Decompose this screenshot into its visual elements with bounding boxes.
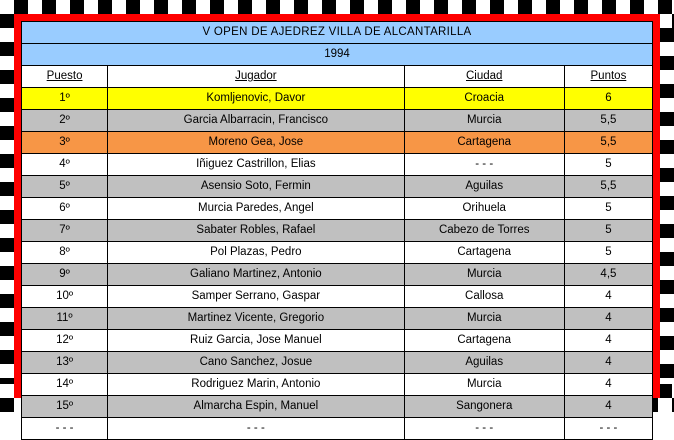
cell-jugador: - - -	[108, 418, 404, 440]
cell-ciudad: Murcia	[404, 374, 564, 396]
table-row	[22, 88, 653, 110]
cell-puntos: 5,5	[564, 110, 652, 132]
cell-ciudad: Callosa	[404, 286, 564, 308]
cell-jugador: Martinez Vicente, Gregorio	[108, 308, 404, 330]
cell-puntos: 5	[564, 154, 652, 176]
cell-puesto: 12º	[22, 330, 108, 352]
cell-jugador: Sabater Robles, Rafael	[108, 220, 404, 242]
table-body	[22, 88, 653, 440]
cell-puntos: - - -	[564, 418, 652, 440]
results-panel	[21, 21, 653, 434]
cell-puesto: 8º	[22, 242, 108, 264]
cell-puesto: 14º	[22, 374, 108, 396]
cell-puesto: 11º	[22, 308, 108, 330]
cell-puntos: 4	[564, 374, 652, 396]
cell-puntos: 5,5	[564, 176, 652, 198]
cell-puntos: 5	[564, 220, 652, 242]
cell-jugador: Pol Plazas, Pedro	[108, 242, 404, 264]
cell-puesto: 9º	[22, 264, 108, 286]
tournament-year: 1994	[22, 44, 653, 66]
table-row	[22, 132, 653, 154]
table-row	[22, 330, 653, 352]
cell-puntos: 4	[564, 330, 652, 352]
cell-puntos: 4	[564, 352, 652, 374]
cell-puesto: 2º	[22, 110, 108, 132]
cell-ciudad: Sangonera	[404, 396, 564, 418]
cell-puesto: 13º	[22, 352, 108, 374]
cell-puntos: 4	[564, 286, 652, 308]
cell-ciudad: Croacia	[404, 88, 564, 110]
table-row	[22, 264, 653, 286]
cell-puntos: 4,5	[564, 264, 652, 286]
red-band-left	[14, 14, 21, 398]
cell-ciudad: Cabezo de Torres	[404, 220, 564, 242]
cell-puesto: 1º	[22, 88, 108, 110]
cell-jugador: Moreno Gea, Jose	[108, 132, 404, 154]
cell-ciudad: - - -	[404, 154, 564, 176]
cell-jugador: Samper Serrano, Gaspar	[108, 286, 404, 308]
table-row	[22, 308, 653, 330]
cell-jugador: Garcia Albarracin, Francisco	[108, 110, 404, 132]
cell-jugador: Iñiguez Castrillon, Elias	[108, 154, 404, 176]
cell-puesto: 6º	[22, 198, 108, 220]
cell-jugador: Galiano Martinez, Antonio	[108, 264, 404, 286]
column-header-puntos: Puntos	[564, 66, 652, 88]
cell-jugador: Murcia Paredes, Angel	[108, 198, 404, 220]
cell-puntos: 4	[564, 396, 652, 418]
cell-jugador: Almarcha Espin, Manuel	[108, 396, 404, 418]
table-year-row	[22, 44, 653, 66]
column-header-ciudad: Ciudad	[404, 66, 564, 88]
cell-puntos: 5	[564, 242, 652, 264]
cell-ciudad: Orihuela	[404, 198, 564, 220]
table-row	[22, 154, 653, 176]
table-row	[22, 110, 653, 132]
tournament-results-table	[21, 21, 653, 440]
table-row	[22, 176, 653, 198]
table-title-row	[22, 22, 653, 44]
cell-jugador: Cano Sanchez, Josue	[108, 352, 404, 374]
cell-ciudad: Aguilas	[404, 176, 564, 198]
red-band-top	[14, 14, 660, 21]
table-row	[22, 286, 653, 308]
table-row	[22, 220, 653, 242]
table-row	[22, 352, 653, 374]
cell-ciudad: Murcia	[404, 110, 564, 132]
cell-jugador: Asensio Soto, Fermin	[108, 176, 404, 198]
tournament-title: V OPEN DE AJEDREZ VILLA DE ALCANTARILLA	[22, 22, 653, 44]
cell-puesto: 3º	[22, 132, 108, 154]
table-row	[22, 198, 653, 220]
cell-puesto: 15º	[22, 396, 108, 418]
cell-jugador: Ruiz Garcia, Jose Manuel	[108, 330, 404, 352]
cell-puesto: 4º	[22, 154, 108, 176]
cell-ciudad: Aguilas	[404, 352, 564, 374]
cell-puntos: 4	[564, 308, 652, 330]
cell-puesto: 5º	[22, 176, 108, 198]
cell-ciudad: Cartagena	[404, 242, 564, 264]
cell-puesto: - - -	[22, 418, 108, 440]
cell-ciudad: Murcia	[404, 308, 564, 330]
column-header-jugador: Jugador	[108, 66, 404, 88]
table-row	[22, 396, 653, 418]
cell-ciudad: Cartagena	[404, 330, 564, 352]
cell-ciudad: Murcia	[404, 264, 564, 286]
red-band-right	[653, 14, 660, 398]
cell-jugador: Rodriguez Marin, Antonio	[108, 374, 404, 396]
table-row	[22, 242, 653, 264]
cell-puntos: 5	[564, 198, 652, 220]
cell-puesto: 10º	[22, 286, 108, 308]
cell-puntos: 6	[564, 88, 652, 110]
cell-ciudad: - - -	[404, 418, 564, 440]
table-header-row	[22, 66, 653, 88]
table-row	[22, 374, 653, 396]
column-header-puesto: Puesto	[22, 66, 108, 88]
cell-ciudad: Cartagena	[404, 132, 564, 154]
table-row	[22, 418, 653, 440]
cell-puesto: 7º	[22, 220, 108, 242]
cell-jugador: Komljenovic, Davor	[108, 88, 404, 110]
cell-puntos: 5,5	[564, 132, 652, 154]
